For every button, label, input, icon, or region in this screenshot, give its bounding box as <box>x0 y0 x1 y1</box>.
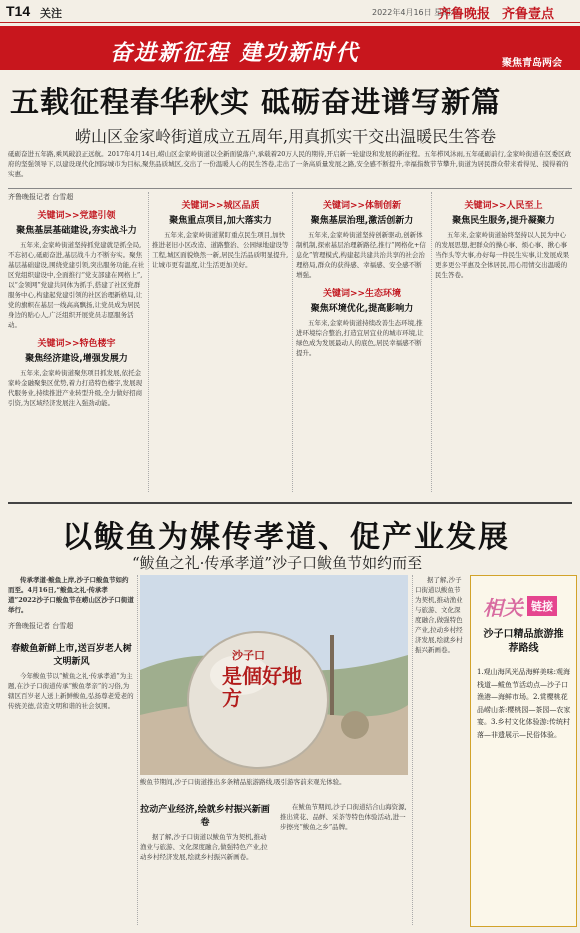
section-body: 今年鲅鱼节以“鲅鱼之礼·传承孝道”为主题,在沙子口街道传承“鲅鱼孝亲”的习俗,为辖区百岁老人送上新鲜鲅鱼,弘扬尊老爱老的传统美德,营造文明和谐的社会氛围。 <box>8 672 134 710</box>
column-separator <box>137 575 138 925</box>
section-title: 聚焦环境优化,提高影响力 <box>310 304 414 314</box>
story2-column-2 <box>140 802 270 925</box>
section-body: 五年来,金家岭街道坚持抓党建就是抓全局,不忘初心,砥砺奋进,基层战斗力不断夯实。聚焦基层基础建设,围绕党建引领,突出服务功能,在社区党组织建设中,全面推行“党支部建在网格上”,以“金领网”党建共同体为抓手,搭建了社区党群服务中心,构建起党建引领的社区治理新格局,让党的旗帜在基层一线高高飘扬,让党员成为居民身边的贴心人,广泛组织开展党员志愿服务活动。 <box>8 241 145 329</box>
section-kicker: 关键词>>特色楼宇 <box>37 339 116 349</box>
story1-byline: 齐鲁晚报记者 台雪超 <box>8 193 74 201</box>
column-separator <box>431 192 432 492</box>
story1-column-3 <box>296 192 428 492</box>
related-link-logo <box>471 590 576 620</box>
banner-slogan: 奋进新征程 建功新时代 <box>110 40 360 66</box>
stone-inscription-top: 沙子口 <box>232 649 265 662</box>
story1-headline: 五载征程春华秋实 砥砺奋进谱写新篇 <box>10 85 502 119</box>
story1-column-2 <box>152 192 289 492</box>
section-title: 拉动产业经济,绘就乡村振兴新画卷 <box>140 805 270 828</box>
section-name: 关注 <box>40 7 62 20</box>
section-kicker: 关键词>>党建引领 <box>37 211 116 221</box>
story1-column-4 <box>435 192 572 492</box>
story2-column-1 <box>8 575 135 925</box>
story2-byline: 齐鲁晚报记者 台雪超 <box>8 622 74 630</box>
section-body: 五年来,金家岭街道始终坚持以人民为中心的发展思想,把群众的操心事、烦心事、揪心事当作头等大事,办好每一件民生实事,让发展成果更多更公平惠及全体居民,用心用情交出温暖的民生答卷。 <box>435 231 570 279</box>
photo-caption: 鲅鱼节期间,沙子口街道推出多条精品旅游路线,吸引游客前来观光体验。 <box>140 778 346 786</box>
story2-column-3 <box>280 802 408 925</box>
section-title: 聚焦民生服务,提升凝聚力 <box>452 216 555 226</box>
story2-column-4 <box>415 575 465 925</box>
story2-extra-text: 据了解,沙子口街道以鲅鱼节为契机,推动渔业与旅游、文化深度融合,做强特色产业,拉动乡村经济发展,绘就乡村振兴新画卷。 <box>415 576 463 654</box>
divider <box>8 188 572 189</box>
story2-headline: 以鲅鱼为媒传孝道、促产业发展 <box>62 520 510 555</box>
story1-lead: 砥砺奋进五年路,乘风破浪正远航。2017年4月14日,崂山区金家岭街道以全新面貌落户,承载着20万人民的期待,开启新一轮建设和发展的新征程。五年栉风沐雨,五年砥砺前行,金家岭街道在区委区政府的坚强领导下,以建设现代化国际城市为目标,聚焦品质城区,交出了一份温暖人心的民生答卷,走出了一条高质量发展之路,安全感不断提升,幸福指数节节攀升,街道为居民群众带来看得见、摸得着的实惠。 <box>8 150 572 178</box>
brand-qilu-yidian: 齐鲁壹点 <box>502 7 555 22</box>
sidebar-routes: 1.观山海风光品海鲜美味:观海栈道—鲅鱼节活动点—沙子口渔港—海鲜市场。2.赏樱桃花品崂山茶:樱桃园—茶园—农家宴。3.乡村文化体验游:传统村落—非遗展示—民俗体验。 <box>477 668 571 739</box>
section-title: 聚焦基层基础建设,夯实战斗力 <box>16 226 137 236</box>
brand-qilu-evening-news: 齐鲁晚报 <box>438 7 491 22</box>
section-kicker: 关键词>>生态环境 <box>322 289 402 299</box>
section-body: 五年来,金家岭街道紧盯重点民生项目,加快推进老旧小区改造、道路整治、公园绿地建设等工程,城区面貌焕然一新,居民生活品质明显提升,让城市更有温度,让生活更加美好。 <box>152 231 289 269</box>
story1-column-1 <box>8 192 145 492</box>
section-kicker: 关键词>>体制创新 <box>322 201 402 211</box>
story2-right-text: 在鲅鱼节期间,沙子口街道结合山海资源,推出赏花、品鲜、采茶等特色体验活动,进一步擦亮“鲅鱼之乡”品牌。 <box>280 803 407 831</box>
sidebar-title: 沙子口精品旅游推荐路线 <box>483 629 564 654</box>
section-title: 聚焦经济建设,增强发展力 <box>25 354 128 364</box>
section-body: 五年来,金家岭街道持续改善生态环境,推进环境综合整治,打造宜居宜业的城市环境,让绿色成为发展最动人的底色,居民幸福感不断提升。 <box>296 319 424 357</box>
stone-inscription-main: 是個好地方 <box>222 664 302 710</box>
section-title: 春鲅鱼新鲜上市,送百岁老人树文明新风 <box>11 644 132 667</box>
page-number: T14 <box>6 3 31 19</box>
section-body: 五年来,金家岭街道聚焦项目抓发展,依托金家岭金融聚集区优势,着力打造特色楼宇,发展现代服务业,持续推进产业转型升级,全力做好招商引资,为区域经济发展注入强劲动能。 <box>8 369 143 407</box>
section-kicker: 关键词>>城区品质 <box>181 201 260 211</box>
issue-date: 2022年4月16日 星期六 <box>372 8 459 17</box>
column-separator <box>148 192 149 492</box>
logo-text-a: 相关 <box>483 596 523 620</box>
slogan-banner <box>0 26 580 70</box>
story2-photo <box>140 575 408 775</box>
story2-subhead: “鲅鱼之礼·传承孝道”沙子口鲅鱼节如约而至 <box>132 554 423 572</box>
column-separator <box>412 575 413 925</box>
story-divider <box>8 502 572 504</box>
related-links-sidebar <box>470 575 577 927</box>
section-title: 聚焦重点项目,加大落实力 <box>169 216 272 226</box>
story2-lead: 传承孝道·鲅鱼上岸,沙子口鲅鱼节如约而至。4月16日,“鲅鱼之礼·传承孝道”2022沙子口鲅鱼节在崂山区沙子口街道举行。 <box>8 576 134 614</box>
column-separator <box>292 192 293 492</box>
section-kicker: 关键词>>人民至上 <box>464 201 543 211</box>
banner-subtitle: 聚焦青岛两会 <box>502 58 562 69</box>
section-body: 五年来,金家岭街道坚持创新驱动,创新体制机制,探索基层治理新路径,推行“网格化+信息化”管理模式,构建起共建共治共享的社会治理格局,群众的获得感、幸福感、安全感不断增强。 <box>296 231 426 279</box>
logo-text-b: 链接 <box>527 596 557 616</box>
page-header <box>0 0 580 23</box>
section-title: 聚焦基层治理,激活创新力 <box>310 216 414 226</box>
story1-subhead: 崂山区金家岭街道成立五周年,用真抓实干交出温暖民生答卷 <box>75 127 497 146</box>
section-body: 据了解,沙子口街道以鲅鱼节为契机,推动渔业与旅游、文化深度融合,做强特色产业,拉动乡村经济发展,绘就乡村振兴新画卷。 <box>140 833 268 861</box>
